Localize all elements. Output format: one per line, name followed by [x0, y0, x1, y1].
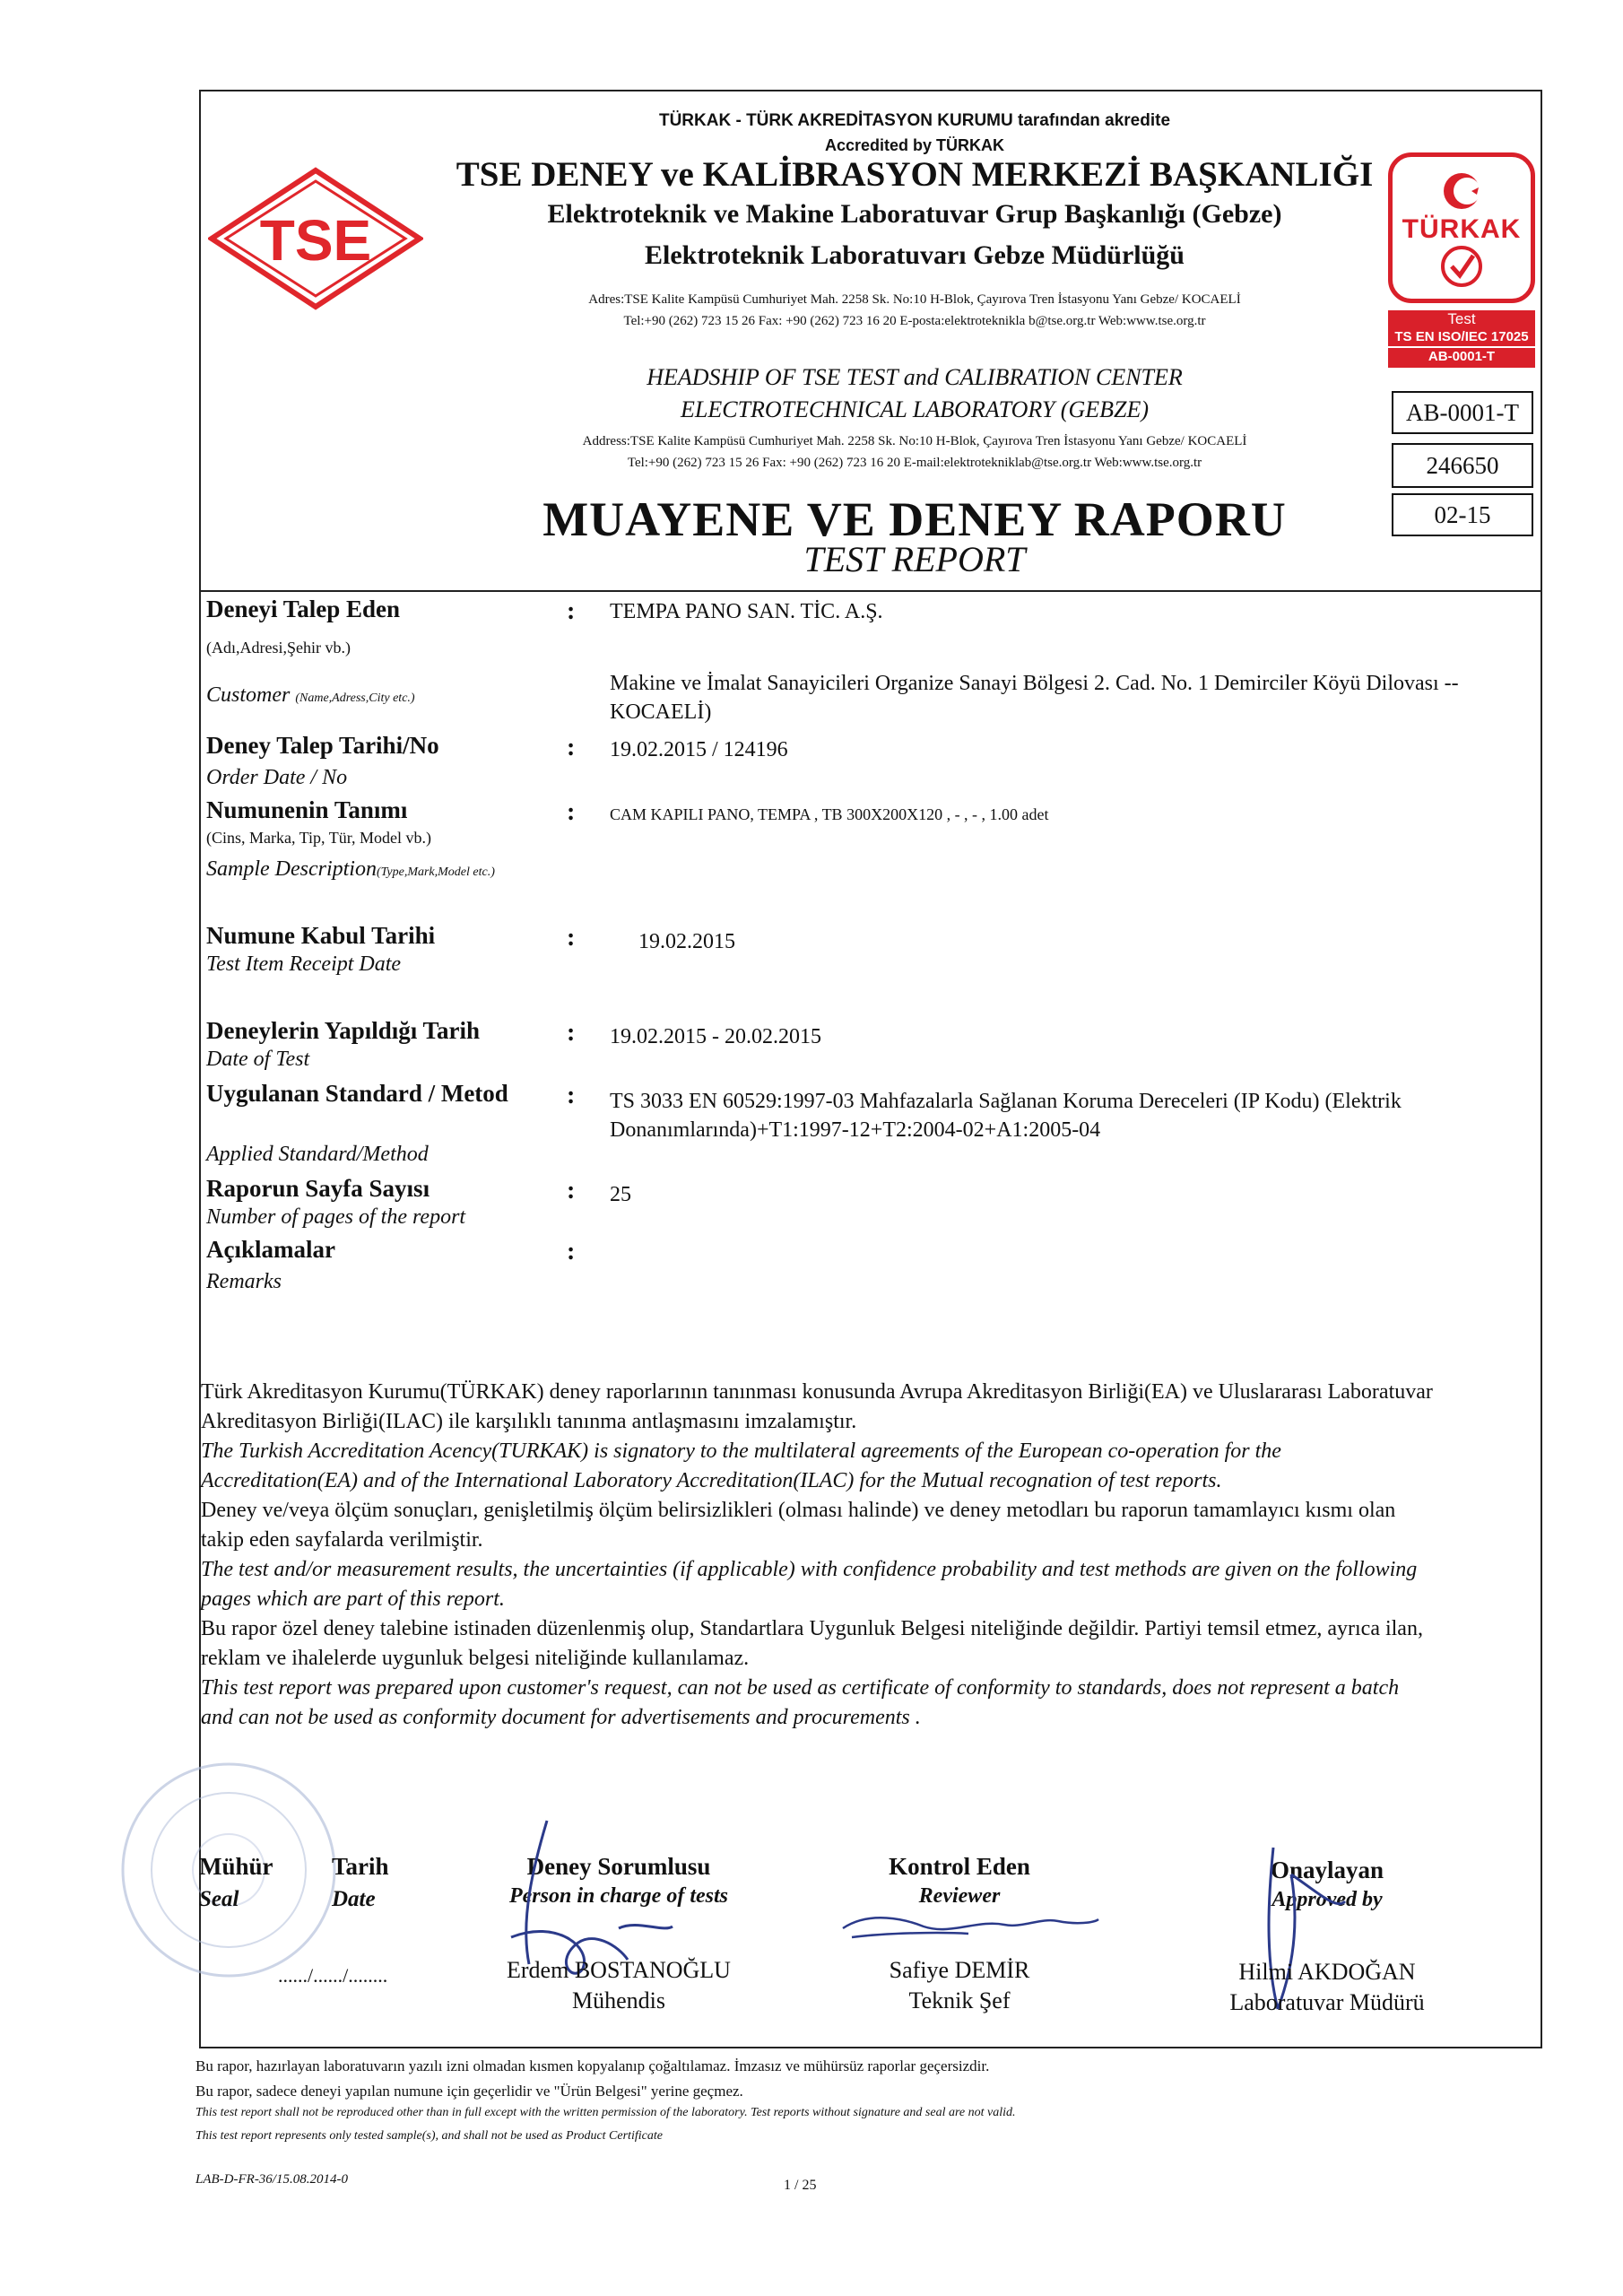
en-title-2: ELECTROTECHNICAL LABORATORY (GEBZE) [681, 396, 1149, 422]
test-date-value: 19.02.2015 - 20.02.2015 [610, 1025, 821, 1048]
order-date-label: Deney Talep Tarihi/No [206, 732, 439, 759]
sample-label: Numunenin Tanımı [206, 796, 408, 823]
approver-label-en: Approved by [1271, 1888, 1383, 1911]
statements-block [201, 1378, 1435, 1733]
sample-label-en-text: Sample Description [206, 857, 377, 881]
en-title-1: HEADSHIP OF TSE TEST and CALIBRATION CENTER [647, 364, 1183, 390]
page-count-label: Raporun Sayfa Sayısı [206, 1175, 430, 1202]
address-tr-2: Tel:+90 (262) 723 15 26 Fax: +90 (262) 723 16 20 E-posta:elektroteknikla b@tse.org.tr Web:www.tse.org.tr [623, 314, 1206, 328]
standard-value: TS 3033 EN 60529:1997-03 Mahfazalarla Sağlanan Koruma Dereceleri (IP Kodu) (Elektrik Donanımlarında)+T1:1997-12+T2:2004-02+A1:2005-04 [610, 1090, 1402, 1142]
sample-colon: : [567, 798, 576, 826]
order-date-colon: : [567, 734, 576, 761]
accredited-by-line: Accredited by TÜRKAK [824, 136, 1005, 154]
report-number-box: 246650 [1392, 443, 1533, 488]
sample-value: CAM KAPILI PANO, TEMPA , TB 300X200X120 , - , - , 1.00 adet [610, 805, 1049, 823]
approver-name-block [1175, 1959, 1480, 2016]
org-subtitle-2: Elektroteknik Laboratuvarı Gebze Müdürlüğü [645, 240, 1185, 270]
receipt-date-value: 19.02.2015 [638, 930, 735, 953]
customer-name: TEMPA PANO SAN. TİC. A.Ş. [610, 600, 883, 623]
remarks-label-en: Remarks [206, 1270, 282, 1293]
seal-label-en: Seal [199, 1887, 239, 1911]
receipt-date-label-en: Test Item Receipt Date [206, 952, 402, 976]
turkak-logo-text: TÜRKAK [1402, 214, 1522, 244]
test-date-colon: : [567, 1019, 576, 1047]
date-label: Tarih [332, 1853, 389, 1880]
reviewer-name-block [825, 1957, 1094, 2014]
person-in-charge-label: Deney Sorumlusu [526, 1853, 711, 1880]
tse-logo-icon [208, 167, 423, 310]
standard-label-en: Applied Standard/Method [206, 1143, 429, 1166]
order-date-label-en: Order Date / No [206, 766, 348, 789]
org-subtitle-1: Elektroteknik ve Makine Laboratuvar Grup Başkanlığı (Gebze) [547, 199, 1282, 229]
receipt-date-colon: : [567, 924, 576, 952]
turkak-badge-standard: TS EN ISO/IEC 17025 [1394, 329, 1529, 344]
approver-title: Laboratuvar Müdürü [1229, 1989, 1425, 2015]
person-name: Erdem BOSTANOĞLU [507, 1957, 731, 1983]
date-code-box: 02-15 [1392, 493, 1533, 536]
reviewer-label: Kontrol Eden [889, 1853, 1030, 1880]
turkak-badge-test: Test [1447, 310, 1476, 327]
address-tr-1: Adres:TSE Kalite Kampüsü Cumhuriyet Mah. 2258 Sk. No:10 H-Blok, Çayırova Tren İstasyonu Yanı Gebze/ KOCAELİ [588, 292, 1241, 307]
statement-tr-2: Deney ve/veya ölçüm sonuçları, genişletilmiş ölçüm belirsizlikleri (olması halinde) ve deney metodları bu raporun tamamlayıcı kısmı olan takip eden sayfalarda verilmiştir. [201, 1499, 1396, 1552]
footer-line-2: Bu rapor, sadece deneyi yapılan numune için geçerlidir ve "Ürün Belgesi" yerine geçmez. [195, 2083, 743, 2100]
customer-label-en-text: Customer [206, 683, 291, 707]
customer-sublabel: (Adı,Adresi,Şehir vb.) [206, 639, 351, 657]
footer-line-4: This test report represents only tested sample(s), and shall not be used as Product Certificate [195, 2129, 663, 2143]
statement-en-1: The Turkish Accreditation Acency(TURKAK) is signatory to the multilateral agreements of the European co-operation for the Accreditation(EA) and of the International Laboratory Accreditation(ILAC) for the Mutual recognation of test reports. [201, 1439, 1281, 1492]
form-code: LAB-D-FR-36/15.08.2014-0 [195, 2172, 348, 2187]
receipt-date-label: Numune Kabul Tarihi [206, 922, 436, 949]
approver-name: Hilmi AKDOĞAN [1238, 1959, 1416, 1985]
sample-label-en-sub: (Type,Mark,Model etc.) [376, 865, 495, 879]
person-title: Mühendis [572, 1987, 665, 2013]
turkak-badge [1388, 310, 1535, 368]
turkak-logo [1388, 152, 1535, 303]
org-title: TSE DENEY ve KALİBRASYON MERKEZİ BAŞKANLIĞI [456, 155, 1374, 194]
date-blank: ....../....../........ [278, 1964, 388, 1987]
approver-label: Onaylayan [1270, 1857, 1384, 1883]
sample-label-en [206, 857, 495, 882]
header-divider [199, 590, 1542, 592]
report-title-en: TEST REPORT [803, 539, 1026, 579]
page-count-colon: : [567, 1177, 576, 1205]
reviewer-title: Teknik Şef [908, 1987, 1011, 2013]
customer-colon: : [567, 597, 576, 625]
reviewer-label-en: Reviewer [918, 1884, 1001, 1908]
reviewer-signature [834, 1892, 1103, 1964]
address-en-2: Tel:+90 (262) 723 15 26 Fax: +90 (262) 723 16 20 E-mail:elektrotekniklab@tse.org.tr Web:www.tse.org.tr [627, 456, 1202, 470]
footer-line-1: Bu rapor, hazırlayan laboratuvarın yazılı izni olmadan kısmen kopyalanıp çoğaltılamaz. İmzasız ve mühürsüz raporlar geçersizdir. [195, 2057, 990, 2074]
standard-colon: : [567, 1082, 576, 1109]
footer-line-3: This test report shall not be reproduced other than in full except with the written permission of the laboratory. Test reports without signature and seal are not valid. [195, 2106, 1016, 2119]
customer-address: Makine ve İmalat Sanayicileri Organize Sanayi Bölgesi 2. Cad. No. 1 Demirciler Köyü Dilovası --KOCAELİ) [610, 672, 1459, 724]
reviewer-name: Safiye DEMİR [889, 1957, 1030, 1983]
standard-label: Uygulanan Standard / Metod [206, 1080, 508, 1107]
accreditation-line: TÜRKAK - TÜRK AKREDİTASYON KURUMU tarafından akredite [658, 111, 1171, 130]
tse-logo-text: TSE [259, 208, 372, 273]
address-en-1: Address:TSE Kalite Kampüsü Cumhuriyet Mah. 2258 Sk. No:10 H-Blok, Çayırova Tren İstasyonu Yanı Gebze/ KOCAELİ [582, 434, 1247, 448]
statement-tr-1: Türk Akreditasyon Kurumu(TÜRKAK) deney raporlarının tanınması konusunda Avrupa Akreditasyon Birliği(EA) ve Uluslararası Laboratuvar Akreditasyon Birliği(ILAC) ile karşılıklı tanınma antlaşmasını imzalamıştır. [201, 1380, 1433, 1433]
test-date-label-en: Date of Test [206, 1048, 310, 1071]
test-date-label: Deneylerin Yapıldığı Tarih [206, 1017, 481, 1044]
report-title: MUAYENE VE DENEY RAPORU [542, 492, 1287, 546]
statement-tr-3: Bu rapor özel deney talebine istinaden düzenlenmiş olup, Standartlara Uygunluk Belgesi niteliğinde değildir. Partiyi temsil etmez, ayrıca ilan, reklam ve ihalelerde uygunluk belgesi niteliğinde kullanılamaz. [201, 1617, 1423, 1670]
sample-sublabel: (Cins, Marka, Tip, Tür, Model vb.) [206, 829, 431, 847]
customer-label-en [206, 683, 415, 708]
page-count-label-en: Number of pages of the report [206, 1205, 466, 1229]
person-name-block [466, 1957, 771, 2014]
date-label-en: Date [332, 1887, 376, 1911]
accreditation-number-box: AB-0001-T [1392, 391, 1533, 434]
customer-label-en-sub: (Name,Adress,City etc.) [295, 691, 415, 705]
tse-logo [208, 167, 423, 310]
remarks-colon: : [567, 1238, 576, 1265]
remarks-label: Açıklamalar [206, 1236, 335, 1263]
person-in-charge-label-en: Person in charge of tests [508, 1884, 728, 1908]
seal-label: Mühür [199, 1853, 273, 1880]
customer-label: Deneyi Talep Eden [206, 596, 401, 622]
page-count-value: 25 [610, 1183, 631, 1206]
statement-en-3: This test report was prepared upon customer's request, can not be used as certificate of conformity to standards, does not represent a batch and can not be used as conformity document for advertisements and procurements . [201, 1676, 1400, 1729]
turkak-badge-code: AB-0001-T [1388, 346, 1535, 366]
order-date-value: 19.02.2015 / 124196 [610, 738, 788, 761]
page-number: 1 / 25 [784, 2178, 817, 2193]
statement-en-2: The test and/or measurement results, the uncertainties (if applicable) with confidence probability and test methods are given on the following pages which are part of this report. [201, 1558, 1418, 1611]
